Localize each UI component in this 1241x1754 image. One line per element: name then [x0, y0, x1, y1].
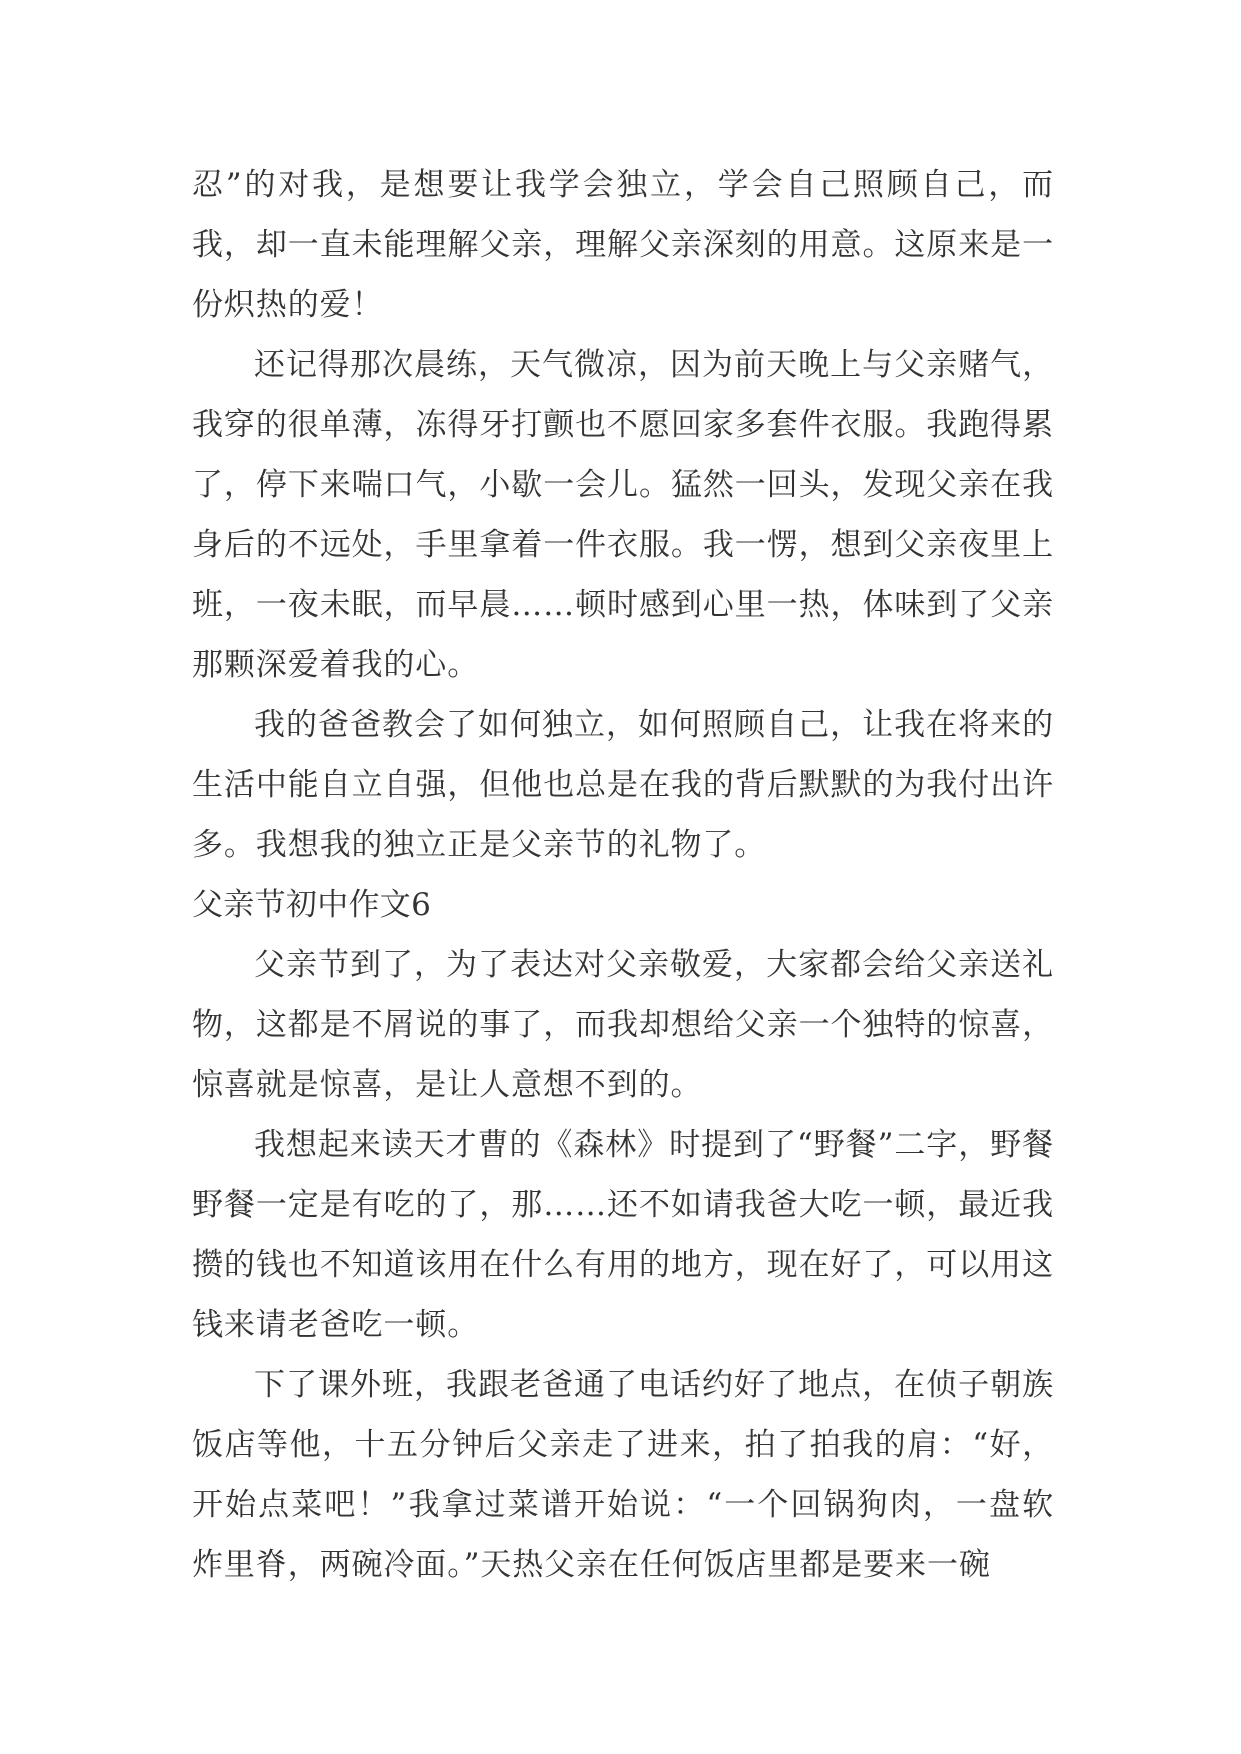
paragraph: 我想起来读天才曹的《森林》时提到了“野餐”二字，野餐野餐一定是有吃的了，那……还不如请我爸大吃一顿，最近我攒的钱也不知道该用在什么有用的地方，现在好了，可以用这钱来请老爸吃一顿。 [192, 1127, 1054, 1343]
paragraph: 忍”的对我，是想要让我学会独立，学会自己照顾自己，而我，却一直未能理解父亲，理解父亲深刻的用意。这原来是一份炽热的爱！ [192, 167, 1054, 323]
paragraph: 我的爸爸教会了如何独立，如何照顾自己，让我在将来的生活中能自立自强，但他也总是在我的背后默默的为我付出许多。我想我的独立正是父亲节的礼物了。 [192, 707, 1054, 863]
paragraph: 还记得那次晨练，天气微凉，因为前天晚上与父亲赌气，我穿的很单薄，冻得牙打颤也不愿回家多套件衣服。我跑得累了，停下来喘口气，小歇一会儿。猛然一回头，发现父亲在我身后的不远处，手里拿着一件衣服。我一愣，想到父亲夜里上班，一夜未眠，而早晨……顿时感到心里一热，体味到了父亲那颗深爱着我的心。 [192, 347, 1054, 683]
document-body [192, 155, 1054, 1595]
paragraph: 父亲节到了，为了表达对父亲敬爱，大家都会给父亲送礼物，这都是不屑说的事了，而我却想给父亲一个独特的惊喜，惊喜就是惊喜，是让人意想不到的。 [192, 947, 1054, 1103]
paragraph: 下了课外班，我跟老爸通了电话约好了地点，在侦子朝族饭店等他，十五分钟后父亲走了进来，拍了拍我的肩：“好，开始点菜吧！”我拿过菜谱开始说：“一个回锅狗肉，一盘软炸里脊，两碗冷面。”天热父亲在任何饭店里都是要来一碗 [192, 1367, 1054, 1583]
section-heading: 父亲节初中作文6 [192, 887, 432, 923]
